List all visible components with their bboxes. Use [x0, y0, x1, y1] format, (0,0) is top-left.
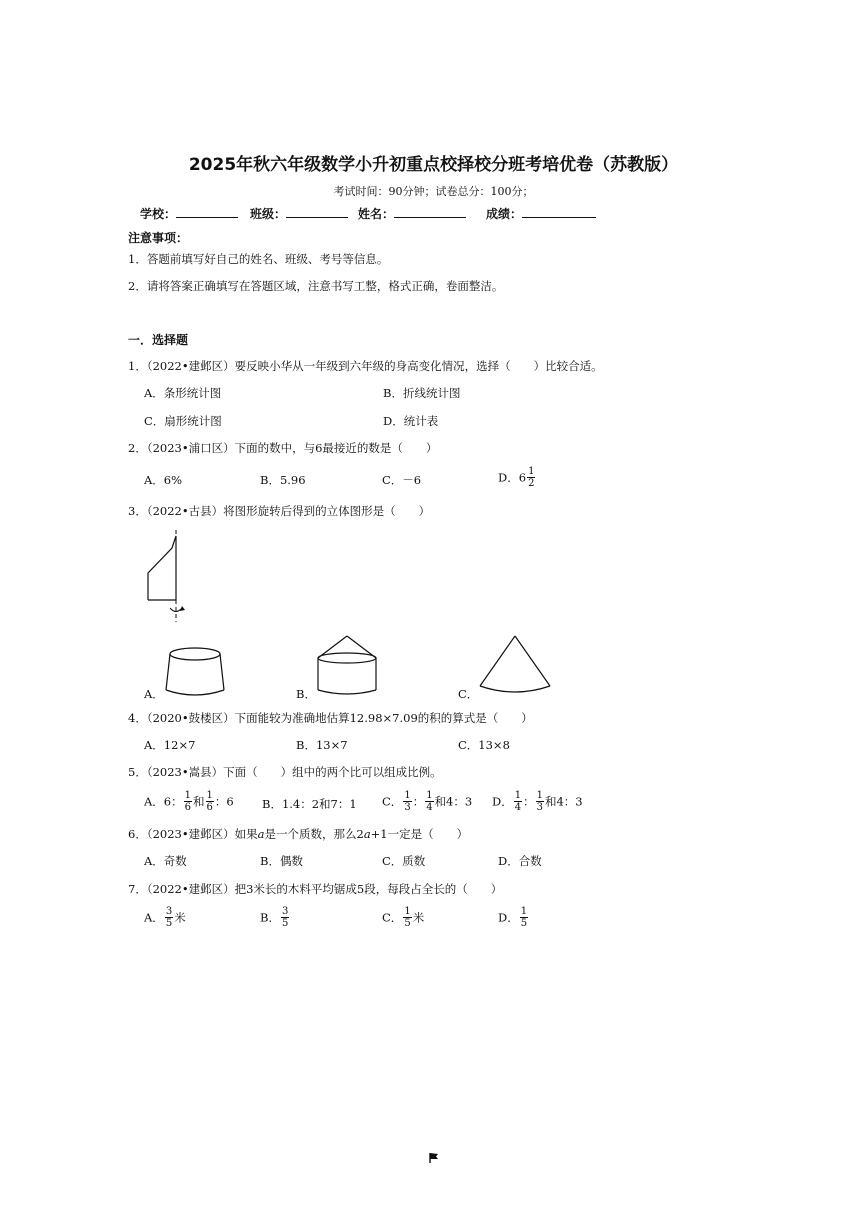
- option-d-label: D．: [492, 794, 513, 809]
- score-label: 成绩：: [486, 207, 523, 221]
- notes-title: 注意事项：: [128, 231, 189, 245]
- fraction-denominator: 4: [514, 802, 522, 813]
- option-d: [492, 790, 583, 813]
- option-c: C．13×8: [458, 738, 510, 752]
- question-stem: 1．（2022•建邺区）要反映小华从一年级到六年级的身高变化情况，选择（ ）比较合适。: [128, 359, 603, 373]
- fraction: [514, 790, 522, 813]
- class-field: [250, 205, 348, 222]
- question-stem: 2．（2023•浦口区）下面的数中，与6最接近的数是（ ）: [128, 441, 438, 455]
- class-blank: [286, 205, 348, 218]
- fraction-numerator: 1: [404, 906, 411, 917]
- fraction-denominator: 4: [426, 802, 433, 813]
- variable-a: a: [363, 827, 371, 841]
- fraction-denominator: 5: [165, 918, 173, 929]
- fraction-denominator: 2: [528, 478, 535, 489]
- option-a: A．12×7: [144, 738, 196, 752]
- option-a-label: A．6：: [144, 794, 183, 809]
- fraction: [403, 906, 411, 929]
- score-blank: [522, 205, 596, 218]
- section-title: 一．选择题: [128, 333, 189, 347]
- option-b: B．偶数: [260, 854, 303, 868]
- option-a: A．条形统计图: [144, 386, 222, 400]
- fraction: [527, 466, 535, 489]
- arrow-head-icon: [180, 606, 185, 611]
- page-title: 2025年秋六年级数学小升初重点校择校分班考培优卷（苏教版）: [188, 155, 679, 175]
- option-a: [144, 790, 234, 813]
- option-b: B．: [296, 687, 316, 701]
- unit: 米: [174, 910, 186, 925]
- question-stem-part: 是一个质数，那么2: [264, 827, 364, 841]
- question-stem: 7．（2022•建邺区）把3米长的木料平均锯成5段，每段占全长的（ ）: [128, 882, 503, 896]
- school-label: 学校：: [140, 207, 177, 221]
- fraction-denominator: 3: [404, 802, 411, 813]
- fraction: [536, 790, 544, 813]
- option-a: [144, 906, 186, 929]
- option-d-tail: 和4：3: [544, 794, 583, 809]
- flag-icon: [429, 1153, 439, 1163]
- fraction-numerator: 1: [206, 790, 213, 801]
- fraction: [165, 906, 173, 929]
- option-a: A．: [144, 687, 164, 701]
- option-b: [260, 906, 290, 929]
- school-blank: [176, 205, 238, 218]
- question-stem: 5．（2023•嵩县）下面（ ）组中的两个比可以组成比例。: [128, 765, 442, 779]
- fraction: [403, 790, 411, 813]
- fraction-numerator: 1: [184, 790, 191, 801]
- rotated-shape: [148, 536, 176, 600]
- option-d: D．合数: [498, 854, 542, 868]
- option-a-tail: ：6: [214, 794, 234, 809]
- name-label: 姓名：: [358, 207, 395, 221]
- option-a: A．奇数: [144, 854, 187, 868]
- option-d-label: D．: [498, 910, 519, 925]
- fraction-denominator: 6: [206, 802, 213, 813]
- school-field: [140, 205, 238, 222]
- fraction-denominator: 6: [184, 802, 191, 813]
- option-b-label: B．: [260, 910, 280, 925]
- option-c: C．扇形统计图: [144, 414, 222, 428]
- fraction-numerator: 3: [281, 906, 289, 917]
- fraction: [206, 790, 214, 813]
- option-a-label: A．: [144, 910, 164, 925]
- ratio-colon: ：: [523, 794, 535, 809]
- option-c: C．质数: [382, 854, 426, 868]
- option-a-connector: 和: [193, 794, 205, 809]
- option-c: C．－6: [382, 473, 422, 487]
- option-d-label: D．: [498, 470, 519, 485]
- option-b: B．5.96: [260, 473, 306, 487]
- option-b: B．折线统计图: [383, 386, 461, 400]
- option-c-label: C．: [382, 794, 403, 809]
- rotation-figure-diagram: [140, 530, 200, 625]
- question-stem-part: +1一定是（ ）: [370, 827, 469, 841]
- fraction-numerator: 1: [528, 466, 535, 477]
- fraction: [520, 906, 528, 929]
- option-d: D．统计表: [383, 414, 439, 428]
- option-a: A．6%: [144, 473, 183, 487]
- fraction-denominator: 5: [520, 918, 528, 929]
- option-b: B．1.4：2和7：1: [262, 797, 357, 811]
- exam-meta: 考试时间：90分钟；试卷总分：100分；: [333, 185, 534, 198]
- option-c-tail: 和4：3: [434, 794, 473, 809]
- fraction: [184, 790, 192, 813]
- note-item: 1．答题前填写好自己的姓名、班级、考号等信息。: [128, 252, 389, 266]
- variable-a: a: [257, 827, 265, 841]
- ratio-colon: ：: [412, 794, 425, 809]
- fraction-denominator: 5: [404, 918, 411, 929]
- option-c: [382, 906, 424, 929]
- fraction-numerator: 1: [514, 790, 522, 801]
- option-d: [498, 466, 536, 489]
- fraction: [425, 790, 433, 813]
- fraction-numerator: 1: [426, 790, 433, 801]
- note-item: 2．请将答案正确填写在答题区域，注意书写工整，格式正确，卷面整洁。: [128, 279, 504, 293]
- fraction-denominator: 5: [281, 918, 289, 929]
- option-b: B．13×7: [296, 738, 348, 752]
- fraction-numerator: 3: [165, 906, 173, 917]
- option-c-label: C．: [382, 910, 403, 925]
- fraction-numerator: 1: [536, 790, 543, 801]
- fraction-numerator: 1: [404, 790, 411, 801]
- question-stem-part: 6．（2023•建邺区）如果: [128, 827, 258, 841]
- fraction-numerator: 1: [520, 906, 528, 917]
- cone-figure: [478, 634, 552, 696]
- class-label: 班级：: [250, 207, 287, 221]
- question-stem: 4．（2020•鼓楼区）下面能较为准确地估算12.98×7.09的积的算式是（ ）: [128, 711, 533, 725]
- mixed-number-whole: 6: [518, 470, 527, 485]
- name-blank: [394, 205, 466, 218]
- option-c: C．: [458, 687, 479, 701]
- option-c: [382, 790, 472, 813]
- fraction-denominator: 3: [536, 802, 543, 813]
- question-stem: [128, 826, 468, 842]
- name-field: [358, 205, 466, 222]
- frustum-figure: [164, 646, 226, 696]
- fraction: [281, 906, 289, 929]
- cone-cylinder-figure: [316, 634, 378, 698]
- option-d: [498, 906, 529, 929]
- question-stem: 3．（2022•古县）将图形旋转后得到的立体图形是（ ）: [128, 504, 431, 518]
- unit: 米: [412, 910, 425, 925]
- score-field: [486, 205, 596, 222]
